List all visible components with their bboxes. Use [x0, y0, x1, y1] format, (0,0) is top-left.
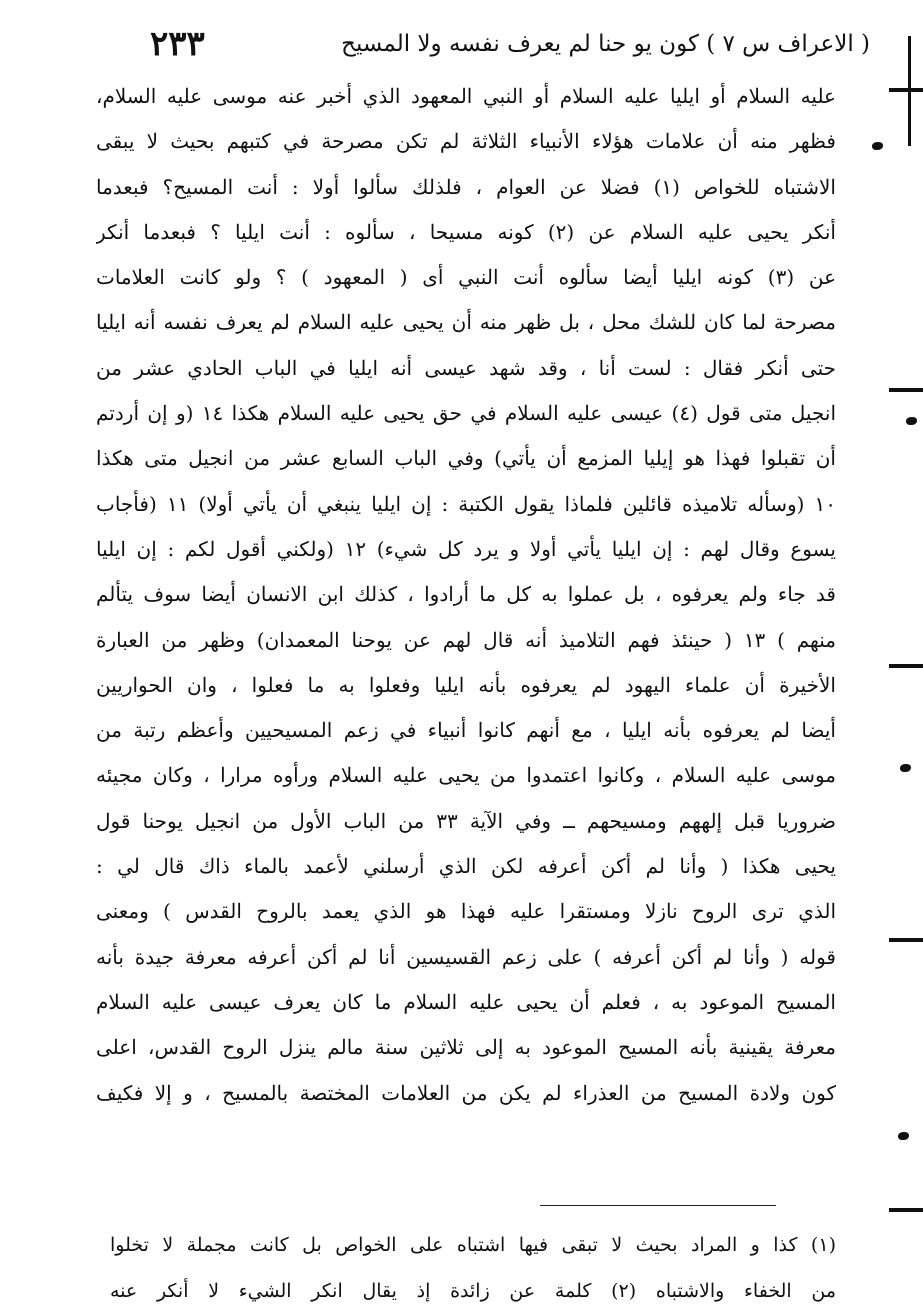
page-number: ٢٣٣ [150, 24, 205, 64]
margin-bracket-mark [908, 36, 923, 146]
text-line: موسى عليه السلام ، وكانوا اعتمدوا من يحيى عليه السلام ورأوه مرارا ، وكان مجيئه [96, 763, 836, 788]
text-line: عن (٣) كونه ايليا أيضا سألوه أنت النبي أى ( المعهود ) ؟ ولو كانت العلامات [96, 265, 836, 290]
text-line: كون ولادة المسيح من العذراء لم يكن من العلامات المختصة بالمسيح ، و إلا فكيف [96, 1080, 836, 1105]
text-line: أن تقبلوا فهذا هو إيليا المزمع أن يأتي) وفي الباب السابع عشر من انجيل متى هكذا [96, 446, 836, 471]
text-line: عليه السلام أو ايليا عليه السلام أو النبي المعهود الذي أخبر عنه موسى عليه السلام، [96, 84, 836, 108]
text-line: قد جاء ولم يعرفوه ، بل عملوا به كل ما أرادوا ، كذلك ابن الانسان أيضا سوف يتألم [96, 582, 836, 607]
text-line: أيضا لم يعرفوه بأنه ايليا ، مع أنهم كانوا أنبياء في زعم المسيحيين وأعظم رتبة من [96, 718, 836, 743]
main-text [96, 74, 836, 1116]
page-header [150, 22, 870, 66]
ink-speck [872, 142, 883, 150]
text-line: يحيى هكذا ( وأنا لم أكن أعرفه لكن الذي أرسلني لأعمد بالماء ذاك قال لي : [96, 854, 836, 879]
text-line: يسوع وقال لهم : إن ايليا يأتي أولا و يرد كل شيء) ١٢ (ولكني أقول لكم : إن ايليا [96, 536, 836, 561]
margin-edge-mark [889, 664, 923, 668]
text-line: مصرحة لما كان للشك محل ، بل ظهر منه أن يحيى عليه السلام لم يعرف نفسه أنه ايليا [96, 310, 836, 335]
running-title: ( الاعراف س ٧ ) كون يو حنا لم يعرف نفسه ولا المسيح [341, 31, 870, 57]
text-line: منهم ) ١٣ ( حينئذ فهم التلاميذ أنه قال لهم عن يوحنا المعمدان) وظهر من العبارة [96, 627, 836, 652]
ink-speck [898, 1132, 909, 1140]
footnotes [110, 1222, 836, 1314]
text-line: فظهر منه أن علامات هؤلاء الأنبياء الثلاثة لم تكن مصرحة في كتبهم بحيث لا يبقى [96, 129, 836, 154]
ink-speck [906, 417, 917, 425]
footnote-divider [540, 1205, 776, 1206]
ink-speck [900, 764, 911, 772]
text-line: المسيح الموعود به ، فعلم أن يحيى عليه السلام ما كان يعرف عيسى عليه السلام [96, 989, 836, 1014]
text-line: ١٠ (وسأله تلاميذه قائلين فلماذا يقول الكتبة : إن ايليا ينبغي أن يأتي أولا) ١١ (فأجاب [96, 491, 836, 516]
margin-edge-mark [889, 1208, 923, 1212]
margin-edge-mark [889, 938, 923, 942]
text-line: أنكر يحيى عليه السلام عن (٢) كونه مسيحا ، سألوه : أنت ايليا ؟ فبعدما أنكر [96, 219, 836, 244]
text-line: معرفة يقينية بأنه المسيح الموعود به إلى ثلاثين سنة مالم ينزل الروح القدس، اعلى [96, 1035, 836, 1060]
footnote-line: (١) كذا و المراد بحيث لا تبقى فيها اشتباه على الخواص بل كانت مجملة لا تخلوا [110, 1234, 836, 1256]
text-line: حتى أنكر فقال : لست أنا ، وقد شهد عيسى أنه ايليا في الباب الحادي عشر من [96, 355, 836, 380]
footnote-line: من الخفاء والاشتباه (٢) كلمة عن زائدة إذ يقال انكر الشيء لا أنكر عنه [110, 1280, 836, 1302]
text-line: الاشتباه للخواص (١) فضلا عن العوام ، فلذلك سألوا أولا : أنت المسيح؟ فبعدما [96, 174, 836, 199]
text-line: قوله ( وأنا لم أكن أعرفه ) على زعم القسيسين أنا لم أكن أعرفه معرفة جيدة بأنه [96, 944, 836, 969]
text-line: الأخيرة أن علماء اليهود لم يعرفوه بأنه ايليا وفعلوا به ما فعلوا ، وان الحواريين [96, 672, 836, 697]
text-line: ضروريا قبل إلههم ومسيحهم ــ وفي الآية ٣٣ من الباب الأول من انجيل يوحنا قول [96, 808, 836, 833]
margin-edge-mark [889, 388, 923, 392]
text-line: الذي ترى الروح نازلا ومستقرا عليه فهذا هو الذي يعمد بالروح القدس ) ومعنى [96, 899, 836, 924]
text-line: انجيل متى قول (٤) عيسى عليه السلام في حق يحيى عليه السلام هكذا ١٤ (و إن أردتم [96, 401, 836, 426]
